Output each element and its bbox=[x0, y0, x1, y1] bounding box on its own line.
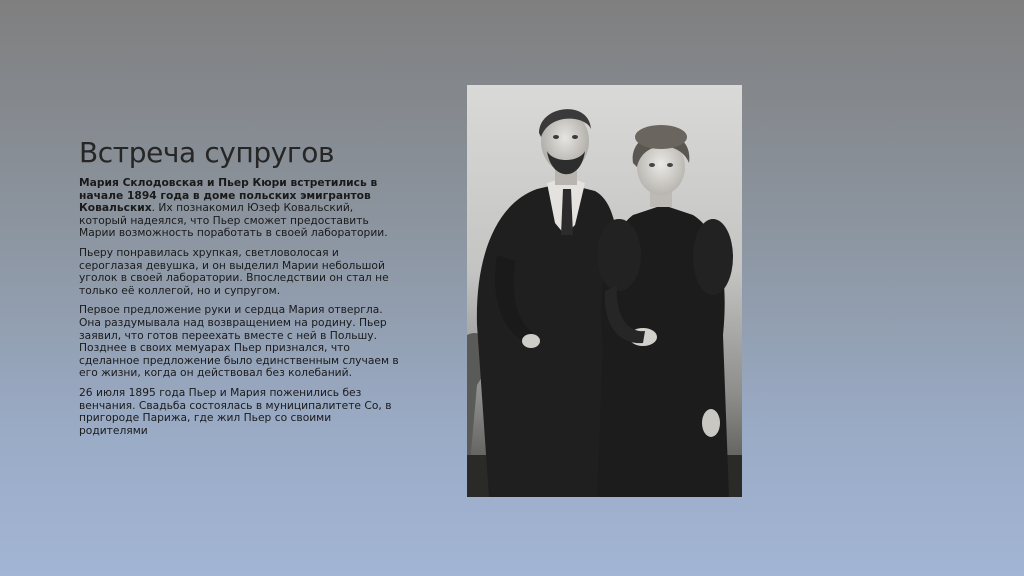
slide-text-body bbox=[79, 177, 399, 444]
paragraph-3: Первое предложение руки и сердца Мария отвергла. Она раздумывала над возвращением на родину. Пьер заявил, что готов переехать вместе с ней в Польшу. Позднее в своих мемуарах Пьер признался, что сделанное предложение было единственным случаем в его жизни, когда он действовал без колебаний. bbox=[79, 303, 399, 380]
paragraph-1-text: . Их познакомил Юзеф Ковальский, который надеялся, что Пьер сможет предоставить Марии возможность поработать в своей лаборатории. bbox=[79, 201, 388, 240]
couple-photo-drawing bbox=[467, 85, 742, 497]
slide-title: Встреча супругов bbox=[79, 136, 335, 169]
couple-photo bbox=[467, 85, 742, 497]
paragraph-4: 26 июля 1895 года Пьер и Мария поженились без венчания. Свадьба состоялась в муниципалитете Со, в пригороде Парижа, где жил Пьер со своими родителями bbox=[79, 385, 392, 437]
paragraph-1-bold: Мария Склодовская и Пьер Кюри встретились в начале 1894 года в доме польских эмигрантов Ковальских bbox=[79, 176, 378, 215]
paragraph-2: Пьеру понравилась хрупкая, светловолосая и сероглазая девушка, и он выделил Марии небольшой уголок в своей лаборатории. Впоследствии он стал не только её коллегой, но и супругом. bbox=[79, 245, 389, 297]
paragraph-1 bbox=[79, 177, 399, 240]
